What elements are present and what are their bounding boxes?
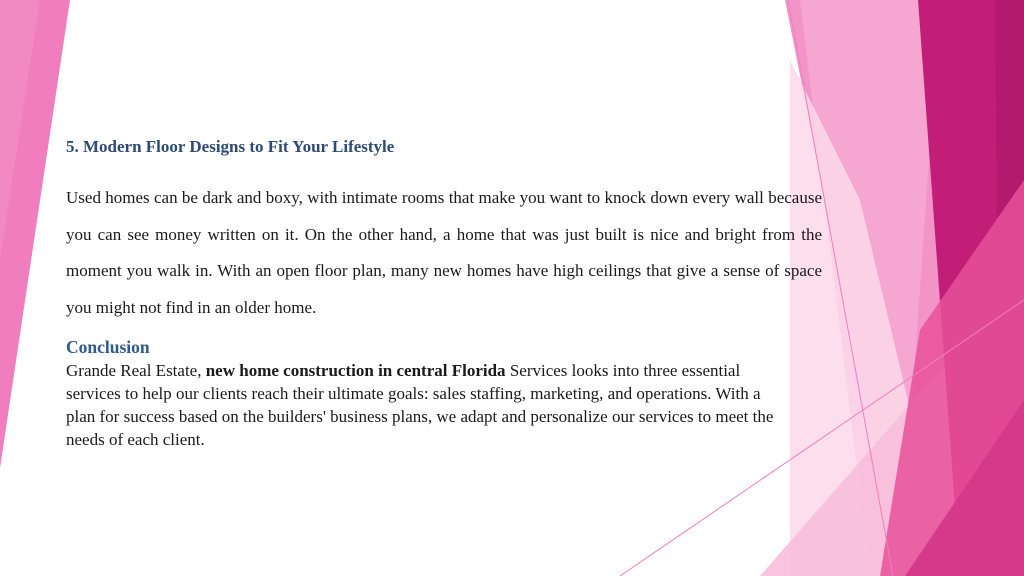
slide-content (66, 134, 822, 451)
conclusion-text-end: Services looks into three essential services to help our clients reach their ultimate goals: sales staffing, marketing, and operations. With a plan for success based on the builders' business plans, we adapt and personalize our services to meet the needs of each client. (66, 361, 774, 449)
section-paragraph: Used homes can be dark and boxy, with intimate rooms that make you want to knock down every wall because you can see money written on it. On the other hand, a home that was just built is nice and bright from the moment you walk in. With an open floor plan, many new homes have high ceilings that give a sense of space you might not find in an older home. (66, 188, 822, 317)
conclusion-title: Conclusion (66, 337, 150, 357)
conclusion-text-start: Grande Real Estate, (66, 361, 206, 380)
conclusion-link-text[interactable]: new home construction in central Florida (205, 361, 506, 380)
section-heading: 5. Modern Floor Designs to Fit Your Lifestyle (66, 137, 395, 156)
conclusion-text (66, 359, 786, 451)
